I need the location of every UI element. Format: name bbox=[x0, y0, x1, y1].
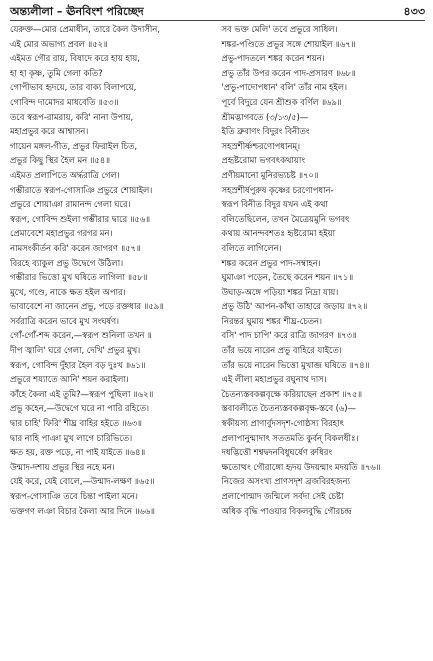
page-number: ৪৩৩ bbox=[403, 5, 425, 18]
verse-line: বসি' পাদ চাপি' করে রাত্রি জাগরণ ॥৭৩॥ bbox=[221, 331, 357, 342]
verse-line: শঙ্কর করেন প্রভুর পাদ-সম্বাহন। bbox=[221, 258, 321, 269]
verse-line: ক্ষত হয়, রক্ত পড়ে, না পাই যাইতে ॥৬৪॥ bbox=[10, 448, 146, 459]
verse-line: তাঁর ভয়ে নারেন প্রভু বাহিরে যাইতে। bbox=[221, 346, 342, 357]
left-column bbox=[10, 23, 216, 519]
verse-line: চৈতন্যস্তবকল্পবৃক্ষে করিয়াছেন প্রকাশ ॥৭৫॥ bbox=[221, 389, 363, 400]
verse-line: বলিতেছিলেন, তখন মৈত্রেয়মুনি ভগবৎ bbox=[221, 214, 350, 225]
right-column bbox=[220, 23, 426, 519]
verse-line: দধদ্ভিত্তৌ শশ্বদ্বদনবিধুঘর্ষেণ রুধিরং bbox=[221, 448, 333, 459]
verse-line: গায়েন মঙ্গল-গীত, প্রভুর ফিরাইল চিত, bbox=[10, 141, 137, 152]
verse-line: নিরন্তর ঘুমায় শঙ্কর শীঘ্র-চেতন। bbox=[221, 316, 322, 327]
verse-line: ঘুমাঞা পড়েন, তৈছে করেন শয়ন ॥৭১॥ bbox=[221, 273, 354, 284]
verse-line: প্রভু তাঁর উপর করেন পাদ-প্রসারণ ॥৬৮॥ bbox=[221, 68, 356, 79]
verse-line: উন্মাদ-দশায় প্রভুর স্থির নহে মন। bbox=[10, 462, 115, 473]
verse-line: দীপ জ্বালি' ঘরে গেলা, দেখি' প্রভুর মুখ। bbox=[10, 346, 141, 357]
verse-line: প্রলাপোন্মাদ জন্মিলে সর্বদা সেই চেষ্টা bbox=[221, 492, 344, 502]
verse-line: নিজের অসংখ্য প্রাণসদৃশ ব্রজবিরহজন্য bbox=[221, 477, 350, 488]
verse-line: প্রলাপানুন্মাদাৎ সততমতি কুর্বন্ বিকলধীঃ। bbox=[221, 433, 359, 444]
verse-line: মুখে, গণ্ডে, নাকে ক্ষত হইল অপার। bbox=[10, 287, 126, 298]
verse-line: প্রভু-পাদতলে শঙ্কর করেন শয়ন। bbox=[221, 54, 325, 65]
verse-line: 'প্রভু-পাদোপধান' বলি' তাঁর নাম হইল। bbox=[221, 83, 347, 94]
verse-line: সর্বরাত্রি করেন ভাবে মুখ সংঘর্ষণ। bbox=[10, 316, 119, 327]
verse-line: প্রহৃষ্টরোমা ভগবৎকথায়াং bbox=[221, 156, 305, 167]
verse-line: যেরুক্ত—মোর প্রেমাধীন, তারে কৈল উদাসীন, bbox=[10, 25, 160, 35]
verse-line: প্রভুরে শয্যাতে আনি' শয়ন করাইলা। bbox=[10, 375, 129, 386]
verse-line: এইমত গৌর রায়, বিষাদে করে হায় হায়, bbox=[10, 54, 140, 65]
verse-line: সব ভক্ত মেলি' তবে প্রভুরে সাধিল। bbox=[221, 25, 338, 35]
verse-line: পূর্বে বিদুরে যেন শ্রীশুক বর্ণিল ॥৬৯॥ bbox=[221, 97, 342, 108]
verse-line: এই লীলা মহাপ্রভুর রঘুনাথ দাস। bbox=[221, 375, 327, 386]
verse-line: প্রভু উঠি' আপন-কাঁথা তাহারে জড়ায় ॥৭২॥ bbox=[221, 302, 368, 313]
verse-line: স্বরূপ, গোবিন্দ শুইলা গম্ভীরার দ্বারে ॥৫৬॥ bbox=[10, 214, 150, 225]
verse-line: গোপীভাব হৃদয়ে, তার বাক্য বিলাপয়ে, bbox=[10, 83, 137, 94]
verse-line: প্রেমাবেশে মহাপ্রভুর গরগর মন। bbox=[10, 229, 113, 240]
verse-line: প্রভুর কিছু স্থির হৈল মন ॥৫৪॥ bbox=[10, 156, 110, 167]
verse-line: ভাবাবেশে না জানেন প্রভু, পড়ে রক্তধার ॥৫৯॥ bbox=[10, 302, 164, 313]
verse-line: স্বকীয়স্য প্রাণার্বুদসদৃশ-গোষ্ঠস্য বিরহাৎ bbox=[221, 419, 344, 430]
verse-line: সহস্রশীর্ষপুরুষ কৃষ্ণের চরণোপধান- bbox=[221, 185, 334, 196]
verse-line: শঙ্কর-পণ্ডিতে প্রভুর সঙ্গে শোয়াইল ॥৬৭॥ bbox=[221, 39, 356, 50]
verse-line: সহস্রশীর্ষ্ণশ্চরণোপধানম্। bbox=[221, 141, 300, 152]
verse-line: গম্ভীরাতে স্বরূপ-গোসাঞি প্রভুরে শোয়াইল। bbox=[10, 185, 153, 196]
verse-line: তবে স্বরূপ-রামরায়, করি' নানা উপায়, bbox=[10, 112, 134, 123]
verse-line: গোঁ-গোঁ-শব্দ করেন,—স্বরূপ শুনিলা তখন ॥ bbox=[10, 331, 152, 342]
verse-line: স্বরূপ, গোবিন্দ দুঁহার হৈল বড় দুঃখ ॥৬১॥ bbox=[10, 360, 146, 371]
verse-line: ভক্তগণ লঞা বিচার কৈলা আর দিনে ॥৬৬॥ bbox=[10, 506, 155, 517]
verse-line: প্রণীয়মানো মুনিরভ্যচষ্ট ॥৭০॥ bbox=[221, 170, 319, 181]
verse-line: প্রভু কহেন,—উদ্বেগে ঘরে না পারি রহিতে। bbox=[10, 404, 149, 415]
verse-line: যেই করে, যেই বোলে,—উন্মাদ-লক্ষণ ॥৬৫॥ bbox=[10, 477, 155, 488]
running-title: অন্ত্যলীলা – ঊনবিংশ পরিচ্ছেদ bbox=[10, 5, 144, 18]
verse-line: কথায় আনন্দবশতঃ হৃষ্টরোমা হইয়া bbox=[221, 229, 335, 240]
verse-line: দ্বার চাহি' ফিরি' শীঘ্র বাহির হইতে ॥৬৩॥ bbox=[10, 419, 142, 430]
verse-line: বলিতে লাগিলেন। bbox=[221, 243, 282, 254]
verse-line: তাঁর ভয়ে নারেন ভিত্তো মুখাব্জ ঘষিতে ॥৭৪॥ bbox=[221, 360, 370, 371]
verse-line: স্তবাবলীতে চৈতন্যস্তবকল্পবৃক্ষ-স্তবে (৬)— bbox=[221, 404, 356, 415]
verse-line: স্বরূপ বিনীত বিদুর যখন এই কথা bbox=[221, 200, 328, 211]
verse-line: গোবিন্দ দামোদর মাধবেতি ॥৫৩॥ bbox=[10, 97, 119, 108]
verse-line: এই মোর অভাগ্য প্রবল ॥৫২॥ bbox=[10, 39, 108, 50]
verse-line: এইমত প্রলাপিতে অর্দ্ধরাত্রি গেল। bbox=[10, 170, 120, 181]
verse-line: শ্রীমদ্ভাগবতে (৩/১৩/৫)— bbox=[221, 112, 309, 123]
verse-line: দ্বার নাহি পাঞা মুখ লাগে চারিভিতে। bbox=[10, 433, 133, 444]
page-header bbox=[10, 3, 425, 21]
verse-line: অধিক বৃদ্ধি পাওয়ার বিকলবুদ্ধি গৌরচন্দ্র bbox=[221, 506, 352, 517]
verse-line: প্রভুরে শোয়াঞা রামানন্দ গেলা ঘরে। bbox=[10, 200, 131, 211]
verse-line: স্বরূপ-গোসাঞি তবে চিন্তা পাইলা মনে। bbox=[10, 492, 138, 502]
text-columns bbox=[10, 23, 425, 519]
verse-line: হা হা কৃষ্ণ, তুমি গেলা কতি? bbox=[10, 68, 103, 79]
verse-line: ক্ষতোত্থং গৌরাঙ্গো হৃদয় উদয়ন্মাং মদয়তি ॥৭৬॥ bbox=[221, 462, 381, 473]
verse-line: মহাপ্রভুর করে আশ্বাসন। bbox=[10, 127, 89, 138]
verse-line: নামসংকীর্তন করি' করেন জাগরণ ॥৫৭॥ bbox=[10, 243, 141, 254]
verse-line: গম্ভীরার ভিত্তো মুখ ঘষিতে লাগিলা ॥৫৮॥ bbox=[10, 273, 148, 284]
verse-line: ইতি ব্রুবাণং বিদুরং বিনীতং bbox=[221, 127, 310, 138]
verse-line: উঘাড়-অঙ্গে পড়িয়া শঙ্কর নিদ্রা যায়। bbox=[221, 287, 339, 298]
verse-line: বিরহে ব্যাকুল প্রভু উদ্বেগে উঠিলা। bbox=[10, 258, 124, 269]
verse-line: কাঁহে কৈলা এই তুমি?—স্বরূপ পুছিলা ॥৬২॥ bbox=[10, 389, 154, 400]
